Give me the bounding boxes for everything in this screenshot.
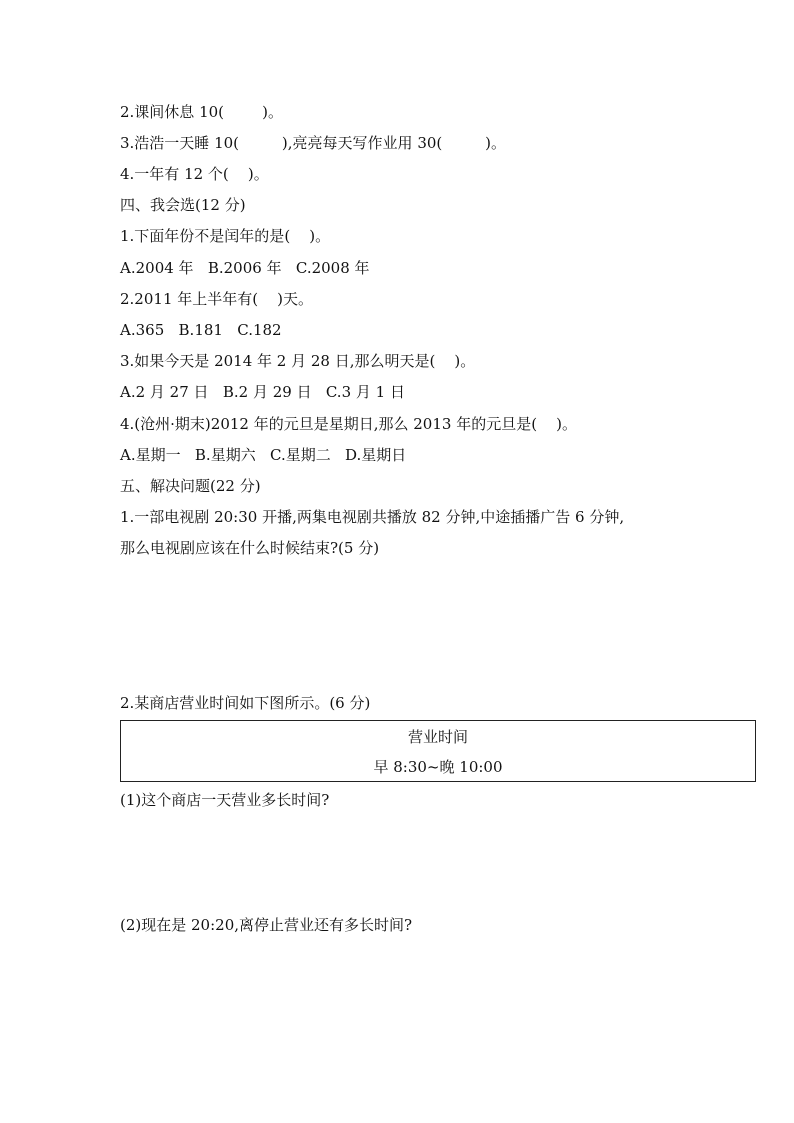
choice-question-4: 4.(沧州·期末)2012 年的元旦是星期日,那么 2013 年的元旦是( )。	[120, 415, 577, 433]
choice-options-3: A.2 月 27 日 B.2 月 29 日 C.3 月 1 日	[120, 383, 405, 401]
choice-options-4: A.星期一 B.星期六 C.星期二 D.星期日	[120, 446, 407, 464]
problem-1-line-2: 那么电视剧应该在什么时候结束?(5 分)	[120, 539, 380, 557]
choice-options-1: A.2004 年 B.2006 年 C.2008 年	[120, 259, 370, 277]
business-hours-box	[120, 720, 756, 782]
choice-question-2: 2.2011 年上半年有( )天。	[120, 290, 314, 308]
fill-question-3: 3.浩浩一天睡 10( ),亮亮每天写作业用 30( )。	[120, 134, 507, 152]
fill-question-2: 2.课间休息 10( )。	[120, 103, 284, 121]
problem-2-sub-1: (1)这个商店一天营业多长时间?	[120, 791, 330, 809]
choice-question-1: 1.下面年份不是闰年的是( )。	[120, 227, 331, 245]
section-heading-choice: 四、我会选(12 分)	[120, 196, 246, 214]
business-hours-value: 早 8:30~晚 10:00	[373, 758, 503, 776]
problem-2-intro: 2.某商店营业时间如下图所示。(6 分)	[120, 694, 371, 712]
section-heading-solve: 五、解决问题(22 分)	[120, 477, 261, 495]
choice-question-3: 3.如果今天是 2014 年 2 月 28 日,那么明天是( )。	[120, 352, 476, 370]
problem-2-sub-2: (2)现在是 20:20,离停止营业还有多长时间?	[120, 916, 413, 934]
problem-1-line-1: 1.一部电视剧 20:30 开播,两集电视剧共播放 82 分钟,中途插播广告 6 分钟,	[120, 508, 625, 526]
business-hours-title: 营业时间	[407, 728, 468, 746]
choice-options-2: A.365 B.181 C.182	[120, 321, 282, 339]
fill-question-4: 4.一年有 12 个( )。	[120, 165, 269, 183]
